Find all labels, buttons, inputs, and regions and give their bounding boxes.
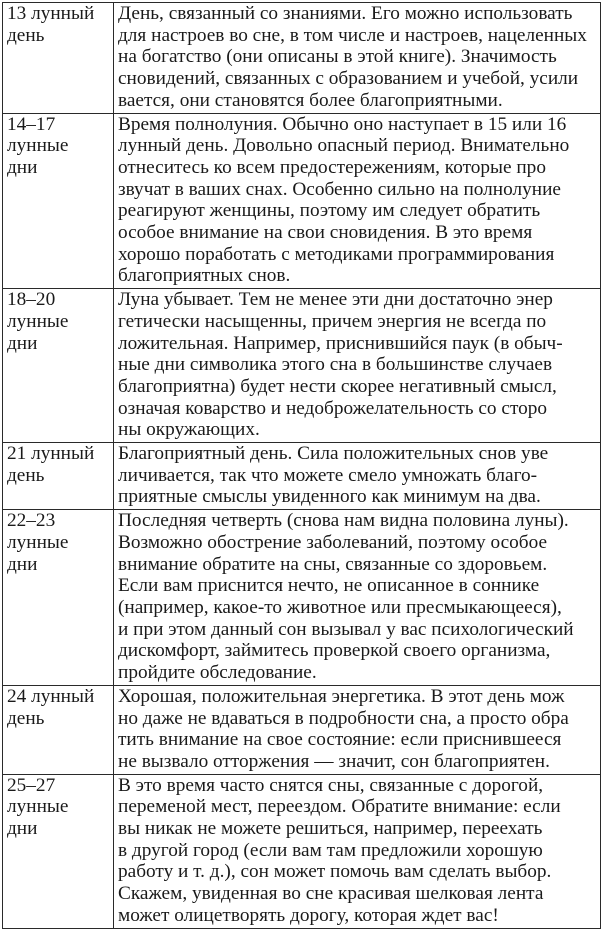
description-line: реагируют женщины, поэтому им следует обратить bbox=[118, 200, 541, 222]
description-line: приятные смыслы увиденного как минимум на два. bbox=[118, 486, 541, 508]
description-cell bbox=[114, 3, 601, 114]
day-label-line: 24 лунный bbox=[7, 685, 95, 707]
description-line: вается, они становятся более благоприятными. bbox=[118, 89, 503, 111]
lunar-day-cell bbox=[3, 510, 114, 686]
table-row bbox=[3, 113, 601, 289]
table-row bbox=[3, 510, 601, 686]
lunar-day-cell bbox=[3, 3, 114, 114]
lunar-days-table bbox=[2, 2, 601, 929]
description-line: особое внимание на свои сновидения. В это время bbox=[118, 222, 533, 244]
description-line: внимание обратите на сны, связанные со здоровьем. bbox=[118, 553, 548, 575]
day-label-line: лунные bbox=[7, 531, 69, 553]
description-line: но даже не вдаваться в подробности сна, а просто обра bbox=[118, 707, 569, 729]
description-cell bbox=[114, 289, 601, 443]
description-line: тить внимание на свое состояние: если приснившееся bbox=[118, 729, 562, 751]
description-line: означая коварство и недоброжелательность со сторо bbox=[118, 397, 548, 419]
day-label-line: лунные bbox=[7, 135, 69, 157]
table-body bbox=[3, 3, 601, 929]
lunar-day-cell bbox=[3, 289, 114, 443]
day-label-line: дни bbox=[7, 156, 38, 178]
day-label-line: 22–23 bbox=[7, 510, 56, 532]
day-label-line: 18–20 bbox=[7, 289, 56, 311]
lunar-day-cell bbox=[3, 774, 114, 928]
description-line: на богатство (они описаны в этой книге). Значимость bbox=[118, 46, 557, 68]
description-line: благоприятных снов. bbox=[118, 265, 291, 287]
description-line: Возможно обострение заболеваний, поэтому особое bbox=[118, 531, 548, 553]
day-label-line: 25–27 bbox=[7, 774, 56, 796]
description-cell bbox=[114, 685, 601, 774]
table-row bbox=[3, 289, 601, 443]
lunar-day-cell bbox=[3, 685, 114, 774]
description-line: ложительная. Например, приснившийся паук (в обыч- bbox=[118, 332, 563, 354]
description-line: День, связанный со знаниями. Его можно использовать bbox=[118, 3, 573, 24]
day-label-line: дни bbox=[7, 332, 38, 354]
description-line: Скажем, увиденная во сне красивая шелковая лента bbox=[118, 883, 544, 905]
description-line: благоприятна) будет нести скорее негативный смысл, bbox=[118, 375, 557, 397]
description-line: (например, какое-то животное или пресмыкающееся), bbox=[118, 596, 562, 618]
day-label-line: 14–17 bbox=[7, 113, 56, 135]
day-label-line: день bbox=[7, 24, 45, 46]
day-label-line: лунные bbox=[7, 796, 69, 818]
description-line: и при этом данный сон вызывал у вас психологический bbox=[118, 618, 574, 640]
table-row bbox=[3, 3, 601, 114]
day-label-line: день bbox=[7, 707, 45, 729]
description-cell bbox=[114, 774, 601, 928]
description-line: ные дни символика этого сна в большинстве случаев bbox=[118, 354, 553, 376]
description-line: в другой город (если вам там предложили хорошую bbox=[118, 839, 543, 861]
description-line: работу и т. д.), сон может помочь вам сделать выбор. bbox=[118, 861, 552, 883]
description-line: для настроев во сне, в том числе и настроев, нацеленных bbox=[118, 24, 587, 46]
description-line: ны окружающих. bbox=[118, 419, 260, 441]
description-line: переменой мест, переездом. Обратите внимание: если bbox=[118, 796, 561, 818]
description-line: Благоприятный день. Сила положительных снов уве bbox=[118, 443, 549, 465]
description-line: сновидений, связанных с образованием и учебой, усили bbox=[118, 68, 579, 90]
description-line: гетически насыщенны, причем энергия не всегда по bbox=[118, 310, 547, 332]
day-label-line: дни bbox=[7, 818, 38, 840]
description-line: отнеситесь ко всем предостережениям, которые про bbox=[118, 156, 546, 178]
description-line: В это время часто снятся сны, связанные с дорогой, bbox=[118, 774, 544, 796]
table-row bbox=[3, 685, 601, 774]
description-line: лунный день. Довольно опасный период. Внимательно bbox=[118, 135, 570, 157]
description-line: Хорошая, положительная энергетика. В этот день мож bbox=[118, 685, 565, 707]
description-line: хорошо поработать с методиками программирования bbox=[118, 243, 555, 265]
description-line: Луна убывает. Тем не менее эти дни достаточно энер bbox=[118, 289, 553, 311]
description-line: дискомфорт, займитесь проверкой своего организма, bbox=[118, 640, 551, 662]
day-label-line: лунные bbox=[7, 310, 69, 332]
description-line: Если вам приснится нечто, не описанное в соннике bbox=[118, 575, 540, 597]
day-label-line: 21 лунный bbox=[7, 443, 95, 465]
day-label-line: день bbox=[7, 464, 45, 486]
description-line: пройдите обследование. bbox=[118, 662, 317, 684]
description-line: Время полнолуния. Обычно оно наступает в 15 или 16 bbox=[118, 113, 567, 135]
lunar-day-cell bbox=[3, 113, 114, 289]
description-line: личивается, так что можете смело умножать благо- bbox=[118, 464, 538, 486]
day-label-line: 13 лунный bbox=[7, 3, 95, 24]
description-line: вы никак не можете решиться, например, переехать bbox=[118, 818, 543, 840]
description-line: Последняя четверть (снова нам видна половина луны). bbox=[118, 510, 569, 532]
description-cell bbox=[114, 113, 601, 289]
table-row bbox=[3, 443, 601, 510]
lunar-day-cell bbox=[3, 443, 114, 510]
description-cell bbox=[114, 510, 601, 686]
description-line: может олицетворять дорогу, которая ждет вас! bbox=[118, 904, 499, 926]
description-cell bbox=[114, 443, 601, 510]
description-line: не вызвало отторжения — значит, сон благоприятен. bbox=[118, 750, 550, 772]
day-label-line: дни bbox=[7, 553, 38, 575]
table-row bbox=[3, 774, 601, 928]
description-line: звучат в ваших снах. Особенно сильно на полнолуние bbox=[118, 178, 561, 200]
